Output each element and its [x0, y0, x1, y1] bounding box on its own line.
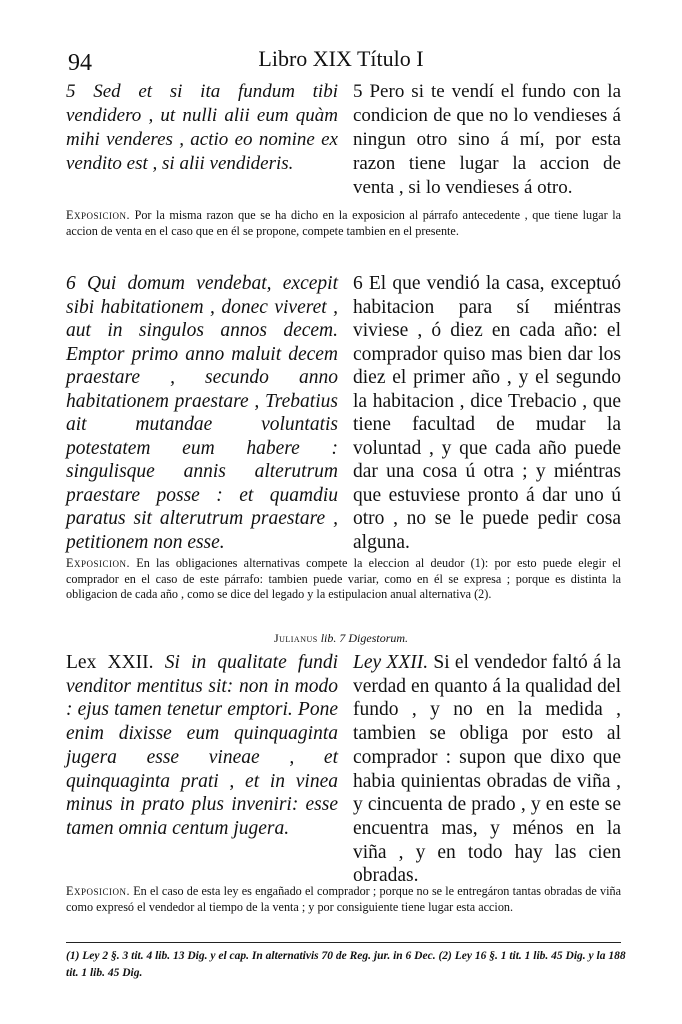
spanish-paragraph-6: 6 El que vendió la casa, exceptuó habitacion para sí miéntras viviese , ó diez en cada año: el comprador quiso mas bien dar los diez el primer año , y el segundo la habitacion , dice Trebacio , que tiene facultad de mudar la voluntad , y que cada año puede dar una cosa ú otra ; y miéntras que estuviese pronto á dar uno ú otro , no se le puede pedir cosa alguna.: [353, 273, 621, 553]
exposicion-label: Exposicion.: [66, 884, 130, 898]
page-number: 94: [68, 50, 92, 76]
ley-heading: Ley XXII.: [353, 652, 429, 673]
citation-work: lib. 7 Digestorum.: [320, 631, 409, 645]
exposicion-label: Exposicion.: [66, 208, 130, 222]
running-head: Libro XIX Título I: [258, 46, 424, 71]
exposicion-1: [66, 208, 621, 239]
exposicion-2: [66, 556, 621, 603]
exposicion-text: Por la misma razon que se ha dicho en la exposicion al párrafo antecedente , que tiene lugar la accion de venta en el caso que en él se propone, compete tambien en el presente.: [66, 208, 621, 238]
latin-paragraph-5: 5 Sed et si ita fundum tibi vendidero , ut nulli alii eum quàm mihi venderes , actio eo nomine ex vendito est , si alii vendideris.: [66, 81, 338, 174]
latin-paragraph-6: 6 Qui domum vendebat, excepit sibi habitationem , donec viveret , aut in singulos annos decem. Emptor primo anno maluit decem praestare , secundo anno habitationem praestare , Trebatius ait mutandae voluntatis potestatem eum habere : singulisque annis alterutrum praestare posse : et quamdiu paratus sit alterutrum praestare , petitionem non esse.: [66, 273, 338, 553]
spanish-paragraph-5: 5 Pero si te vendí el fundo con la condicion de que no lo vendieses á ningun otro sino á mí, por esta razon tiene lugar la accion de venta , si lo vendieses á otro.: [353, 81, 621, 198]
exposicion-3: [66, 884, 621, 915]
exposicion-text: En el caso de esta ley es engañado el comprador ; porque no se le entregáron tantas obradas de viña como expresó el vendedor al tiempo de la venta ; y por consiguiente tiene lugar esta accion.: [66, 884, 621, 914]
citation-author: Julianus: [273, 631, 318, 645]
lex-text: Si in qualitate fundi venditor mentitus sit: non in modo : ejus tamen tenetur emptori. Pone enim dixisse eum quinquaginta jugera esse vineae , et quinquaginta prati , et in vinea minus in prato plus inveniri: esse tamen omnia centum jugera.: [66, 652, 339, 839]
lex-heading: Lex XXII.: [66, 652, 154, 673]
exposicion-text: En las obligaciones alternativas compete la eleccion al deudor (1): por esto puede elegir el comprador en el caso de este párrafo: tambien puede variar, como en él se expresa ; porque es distinta la obligacion de cada año , como se dice del legado y la estipulacion anual alternativa (2).: [66, 556, 621, 601]
spanish-ley-22: [353, 651, 621, 888]
source-citation: [0, 631, 682, 646]
latin-lex-22: [66, 651, 338, 841]
footnotes: (1) Ley 2 §. 3 tit. 4 lib. 13 Dig. y el cap. In alternativis 70 de Reg. jur. in 6 Dec. (2) Ley 16 §. 1 tit. 1 lib. 45 Dig. y la 188 tit. 1 lib. 45 Dig.: [66, 950, 626, 979]
exposicion-label: Exposicion.: [66, 556, 130, 570]
footnote-rule: [66, 942, 621, 943]
ley-text: Si el vendedor faltó á la verdad en quanto á la qualidad del fundo , y no en la medida , tambien se obliga por esto al comprador : supon que dixo que habia quinientas obradas de viña , y cincuenta de prado , y en este se encuentra mas, y ménos en la viña , y en todo hay las cien obradas.: [353, 652, 622, 887]
